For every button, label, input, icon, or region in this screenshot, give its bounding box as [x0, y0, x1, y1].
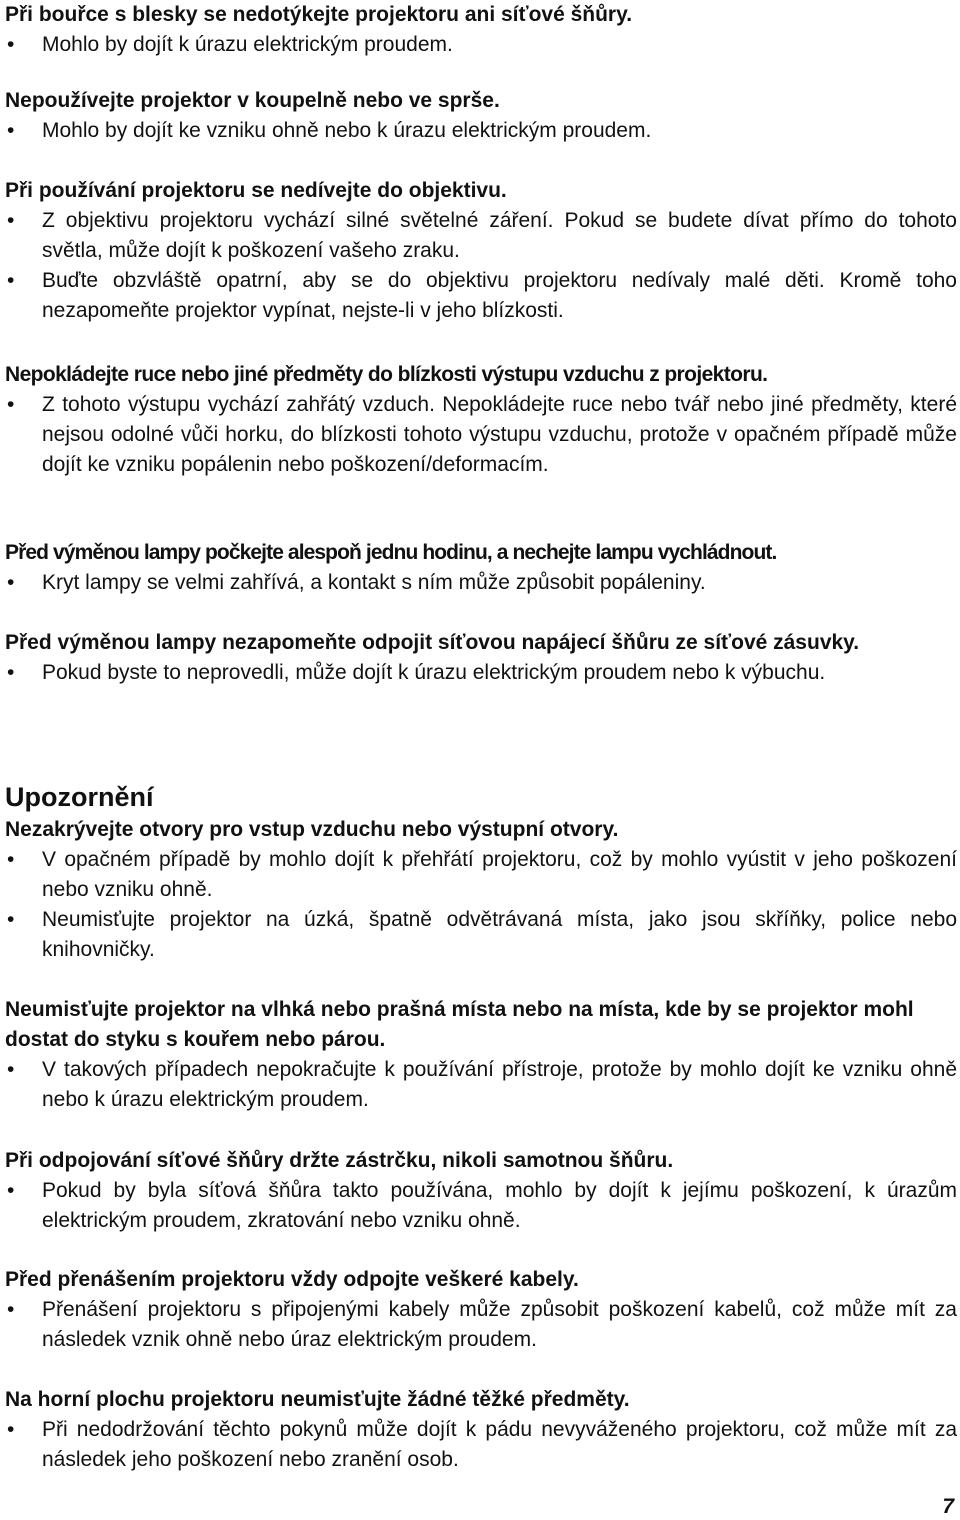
section-heading: Před výměnou lampy nezapomeňte odpojit síťovou napájecí šňůru ze síťové zásuvky.: [5, 631, 860, 654]
bullet-list: [5, 1055, 957, 1115]
bullet-item: [5, 390, 957, 480]
bullet-item: [5, 266, 957, 326]
bullet-icon: •: [7, 33, 15, 56]
bullet-text: Mohlo by dojít k úrazu elektrickým proudem.: [42, 33, 453, 56]
warning-section: [5, 1265, 957, 1355]
section-heading: Při bouřce s blesky se nedotýkejte projektoru ani síťové šňůry.: [5, 3, 633, 26]
bullet-item: [5, 1415, 957, 1475]
safety-section: [5, 628, 957, 688]
bullet-text: Z objektivu projektoru vychází silné světelné záření. Pokud se budete dívat přímo do tohoto světla, může dojít k poškození vašeho zraku.: [42, 209, 957, 262]
warning-section: [5, 1385, 957, 1475]
bullet-icon: •: [7, 209, 15, 232]
bullet-icon: •: [7, 661, 15, 684]
section-heading: Neumisťujte projektor na vlhká nebo prašná místa nebo na místa, kde by se projektor mohl dostat do styku s kouřem nebo párou.: [5, 998, 914, 1051]
bullet-text: Z tohoto výstupu vychází zahřátý vzduch. Nepokládejte ruce nebo tvář nebo jiné předměty, které nejsou odolné vůči horku, do blízkosti tohoto výstupu vzduchu, protože v opačném případě může dojít ke vzniku popálenin nebo poškození/deformacím.: [42, 393, 957, 476]
section-heading: Při odpojování síťové šňůry držte zástrčku, nikoli samotnou šňůru.: [5, 1149, 674, 1172]
safety-section: [5, 538, 957, 598]
bullet-item: [5, 845, 957, 905]
bullet-icon: •: [7, 1058, 15, 1081]
bullet-icon: •: [7, 908, 15, 931]
safety-section: [5, 360, 957, 480]
safety-section: [5, 0, 957, 60]
warning-section: [5, 995, 957, 1115]
bullet-item: [5, 1055, 957, 1115]
bullet-item: [5, 206, 957, 266]
bullet-list: [5, 116, 957, 146]
bullet-text: Přenášení projektoru s připojenými kabely může způsobit poškození kabelů, což může mít za následek vznik ohně nebo úraz elektrickým proudem.: [42, 1298, 957, 1351]
warning-section: [5, 815, 957, 965]
bullet-list: [5, 390, 957, 480]
bullet-text: Při nedodržování těchto pokynů může dojít k pádu nevyváženého projektoru, což může mít za následek jeho poškození nebo zranění osob.: [42, 1418, 957, 1471]
bullet-list: [5, 845, 957, 965]
bullet-icon: •: [7, 571, 15, 594]
bullet-text: Kryt lampy se velmi zahřívá, a kontakt s ním může způsobit popáleniny.: [42, 571, 706, 594]
bullet-item: [5, 568, 957, 598]
bullet-icon: •: [7, 1298, 15, 1321]
safety-section: [5, 86, 957, 146]
bullet-item: [5, 1295, 957, 1355]
bullet-list: [5, 658, 957, 688]
section-heading: Při používání projektoru se nedívejte do objektivu.: [5, 179, 507, 202]
bullet-list: [5, 30, 957, 60]
bullet-item: [5, 905, 957, 965]
section-heading: Před výměnou lampy počkejte alespoň jednu hodinu, a nechejte lampu vychládnout.: [5, 541, 777, 564]
bullet-text: V opačném případě by mohlo dojít k přehřátí projektoru, což by mohlo vyústit v jeho poškození nebo vzniku ohně.: [42, 848, 957, 901]
bullet-icon: •: [7, 1179, 15, 1202]
bullet-list: [5, 1176, 957, 1236]
bullet-list: [5, 206, 957, 326]
bullet-text: Pokud by byla síťová šňůra takto používána, mohlo by dojít k jejímu poškození, k úrazům elektrickým proudem, zkratování nebo vzniku ohně.: [42, 1179, 957, 1232]
bullet-icon: •: [7, 393, 15, 416]
warning-title: Upozornění: [5, 782, 154, 812]
bullet-text: V takových případech nepokračujte k používání přístroje, protože by mohlo dojít ke vzniku ohně nebo k úrazu elektrickým proudem.: [42, 1058, 957, 1111]
bullet-text: Neumisťujte projektor na úzká, špatně odvětrávaná místa, jako jsou skříňky, police nebo knihovničky.: [42, 908, 957, 961]
bullet-item: [5, 116, 957, 146]
section-heading: Před přenášením projektoru vždy odpojte veškeré kabely.: [5, 1268, 579, 1291]
bullet-text: Pokud byste to neprovedli, může dojít k úrazu elektrickým proudem nebo k výbuchu.: [42, 661, 826, 684]
section-heading: Na horní plochu projektoru neumisťujte žádné těžké předměty.: [5, 1388, 630, 1411]
bullet-text: Mohlo by dojít ke vzniku ohně nebo k úrazu elektrickým proudem.: [42, 119, 652, 142]
page-number: 7: [942, 1495, 954, 1518]
bullet-icon: •: [7, 269, 15, 292]
warning-section: [5, 1146, 957, 1236]
bullet-list: [5, 1415, 957, 1475]
bullet-list: [5, 568, 957, 598]
section-heading: Nezakrývejte otvory pro vstup vzduchu nebo výstupní otvory.: [5, 818, 619, 841]
bullet-item: [5, 658, 957, 688]
bullet-item: [5, 30, 957, 60]
bullet-text: Buďte obzvláště opatrní, aby se do objektivu projektoru nedívaly malé děti. Kromě toho nezapomeňte projektor vypínat, nejste-li v jeho blízkosti.: [42, 269, 957, 322]
bullet-item: [5, 1176, 957, 1236]
safety-section: [5, 176, 957, 326]
bullet-list: [5, 1295, 957, 1355]
bullet-icon: •: [7, 848, 15, 871]
bullet-icon: •: [7, 119, 15, 142]
section-heading: Nepoužívejte projektor v koupelně nebo ve sprše.: [5, 89, 500, 112]
bullet-icon: •: [7, 1418, 15, 1441]
section-heading: Nepokládejte ruce nebo jiné předměty do blízkosti výstupu vzduchu z projektoru.: [5, 363, 768, 386]
